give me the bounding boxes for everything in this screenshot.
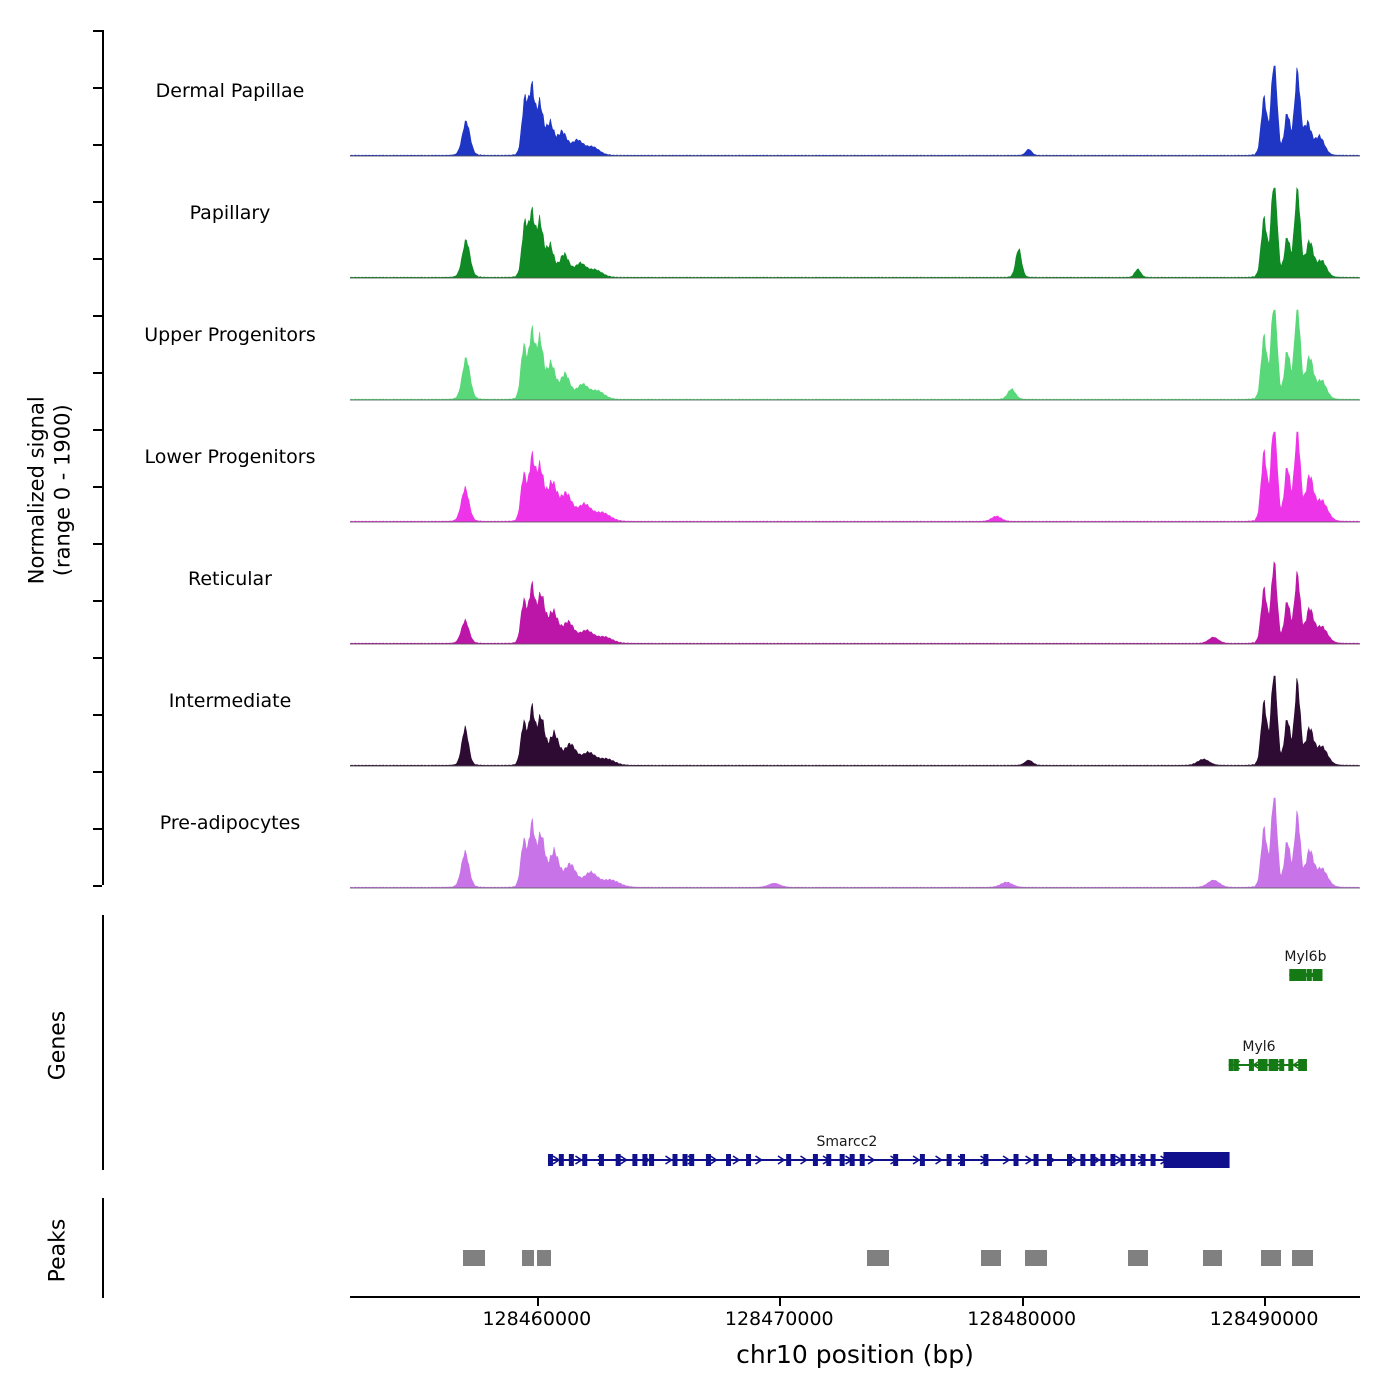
track-label-papillary: Papillary xyxy=(189,202,271,224)
signal-track-row xyxy=(110,548,1370,670)
x-axis-tick-label: 128460000 xyxy=(482,1308,592,1330)
peak-region xyxy=(522,1250,534,1266)
gene-label-myl6b: Myl6b xyxy=(1284,949,1327,965)
track-label-reticular: Reticular xyxy=(188,568,272,590)
signal-axis-tick xyxy=(93,600,102,602)
signal-axis-tick xyxy=(93,372,102,374)
signal-axis-tick xyxy=(93,771,102,773)
signal-axis-tick xyxy=(93,885,102,887)
x-axis-tick-mark xyxy=(1022,1298,1024,1306)
peak-region xyxy=(867,1250,889,1266)
signal-axis-tick xyxy=(93,486,102,488)
y-axis-label-line2: (range 0 - 1900) xyxy=(51,404,76,576)
track-label-dermal-papillae: Dermal Papillae xyxy=(155,80,305,102)
signal-track-row xyxy=(110,670,1370,792)
signal-axis-tick xyxy=(93,144,102,146)
gene-model-myl6 xyxy=(1229,1039,1307,1071)
x-axis-tick-mark xyxy=(1264,1298,1266,1306)
peak-region xyxy=(1292,1250,1312,1266)
signal-track-row xyxy=(110,426,1370,548)
track-signal-plot xyxy=(350,182,1360,282)
signal-track-row xyxy=(110,182,1370,304)
x-axis-tick-label: 128480000 xyxy=(967,1308,1077,1330)
x-axis-tick-label: 128490000 xyxy=(1209,1308,1319,1330)
track-signal-plot xyxy=(350,304,1360,404)
track-label-upper-progenitors: Upper Progenitors xyxy=(144,324,316,346)
track-signal-plot xyxy=(350,60,1360,160)
peaks-plot xyxy=(350,1198,1360,1298)
track-signal-plot xyxy=(350,792,1360,892)
signal-axis-tick xyxy=(93,657,102,659)
track-signal-plot xyxy=(350,670,1360,770)
y-axis-label-line1: Normalized signal xyxy=(24,396,49,584)
gene-model-myl6b xyxy=(1284,949,1326,981)
x-axis-tick-mark xyxy=(779,1298,781,1306)
peak-region xyxy=(463,1250,485,1266)
peak-region xyxy=(1025,1250,1047,1266)
x-axis-title: chr10 position (bp) xyxy=(736,1340,974,1369)
signal-axis-tick xyxy=(93,87,102,89)
track-label-lower-progenitors: Lower Progenitors xyxy=(144,446,316,468)
y-axis-label xyxy=(20,320,80,660)
signal-axis-tick xyxy=(93,201,102,203)
signal-track-row xyxy=(110,304,1370,426)
peak-region xyxy=(1261,1250,1281,1266)
track-signal-plot xyxy=(350,548,1360,648)
genes-panel-label: Genes xyxy=(45,1010,71,1080)
track-label-intermediate: Intermediate xyxy=(168,690,292,712)
signal-axis-tick xyxy=(93,828,102,830)
peak-region xyxy=(981,1250,1001,1266)
signal-track-row xyxy=(110,60,1370,182)
signal-axis-tick xyxy=(93,714,102,716)
peak-region xyxy=(1203,1250,1221,1266)
x-axis-tick-mark xyxy=(537,1298,539,1306)
signal-track-row xyxy=(110,792,1370,914)
x-axis-ticks xyxy=(350,1298,1360,1338)
signal-axis-tick xyxy=(93,543,102,545)
track-label-pre-adipocytes: Pre-adipocytes xyxy=(159,812,301,834)
signal-axis-tick xyxy=(93,30,102,32)
genes-plot xyxy=(350,915,1360,1173)
peak-region xyxy=(537,1250,551,1266)
signal-axis-tick xyxy=(93,429,102,431)
gene-label-smarcc2: Smarcc2 xyxy=(816,1134,878,1150)
x-axis-tick-label: 128470000 xyxy=(724,1308,834,1330)
track-signal-plot xyxy=(350,426,1360,526)
signal-axis-tick xyxy=(93,315,102,317)
signal-axis-tick xyxy=(93,258,102,260)
gene-model-smarcc2 xyxy=(548,1134,1230,1168)
peaks-panel-axis xyxy=(102,1198,104,1298)
gene-label-myl6: Myl6 xyxy=(1242,1039,1276,1055)
genes-panel-axis xyxy=(102,915,104,1170)
signal-panel-axis xyxy=(102,30,104,885)
peak-region xyxy=(1128,1250,1148,1266)
peaks-panel-label: Peaks xyxy=(45,1218,71,1282)
